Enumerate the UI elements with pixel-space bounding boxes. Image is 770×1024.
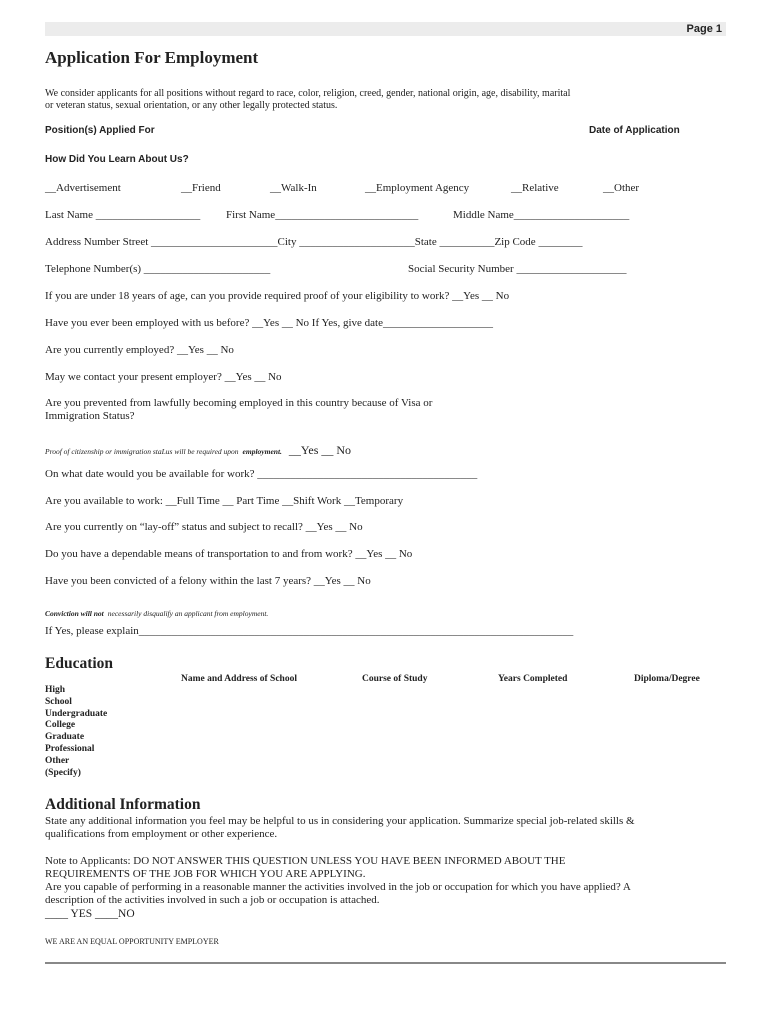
proof-yes-no[interactable]: __Yes __ No	[288, 443, 352, 457]
page-number: Page 1	[686, 23, 722, 35]
education-heading: Education	[45, 655, 114, 672]
transportation-question[interactable]: Do you have a dependable means of transportation to and from work? __Yes __ No	[45, 548, 413, 560]
source-friend[interactable]: __Friend	[181, 182, 221, 194]
education-level-college: College	[45, 720, 76, 731]
proof-note: Proof of citizenship or immigration staLus will be required upon	[45, 447, 239, 456]
page-header-bar	[45, 22, 726, 36]
education-col-course: Course of Study	[362, 674, 428, 684]
learn-about-us-label: How Did You Learn About Us?	[45, 154, 189, 165]
telephone-field[interactable]: Telephone Number(s) _______________________	[45, 263, 271, 275]
education-level-school: School	[45, 696, 72, 707]
first-name-field[interactable]: First Name__________________________	[226, 209, 419, 221]
equal-opportunity-footer: WE ARE AN EQUAL OPPORTUNITY EMPLOYER	[45, 937, 219, 946]
visa-question-line-2: Immigration Status?	[45, 410, 135, 422]
conviction-note	[45, 603, 268, 621]
education-level-undergraduate: Undergraduate	[45, 708, 108, 719]
note-line-2: REQUIREMENTS OF THE JOB FOR WHICH YOU ARE APPLYING.	[45, 868, 366, 880]
currently-employed-question[interactable]: Are you currently employed? __Yes __ No	[45, 344, 234, 356]
middle-name-field[interactable]: Middle Name_____________________	[453, 209, 630, 221]
source-other[interactable]: __Other	[603, 182, 640, 194]
education-level-specify: (Specify)	[45, 767, 81, 778]
education-level-professional: Professional	[45, 743, 95, 754]
education-level-high: High	[45, 685, 66, 695]
proof-note-bold: employment.	[242, 447, 282, 456]
positions-applied-label: Position(s) Applied For	[45, 125, 155, 136]
intro-line-1: We consider applicants for all positions without regard to race, color, religion, creed, gender, national origin, age, disability, marital	[45, 88, 571, 99]
source-walk-in[interactable]: __Walk-In	[270, 182, 317, 194]
contact-employer-question[interactable]: May we contact your present employer? __Yes __ No	[45, 371, 282, 383]
layoff-question[interactable]: Are you currently on “lay-off” status and subject to recall? __Yes __ No	[45, 521, 363, 533]
capability-question-line-1: Are you capable of performing in a reasonable manner the activities involved in the job or occupation for which you have applied? A	[45, 881, 631, 893]
education-col-school: Name and Address of School	[181, 674, 297, 684]
capability-question-line-2: description of the activities involved in such a job or occupation is attached.	[45, 894, 380, 906]
address-row[interactable]: Address Number Street _______________________City _____________________State __________Zip Code ________	[45, 236, 583, 248]
note-line-1: Note to Applicants: DO NOT ANSWER THIS QUESTION UNLESS YOU HAVE BEEN INFORMED ABOUT THE	[45, 855, 566, 867]
available-date-question[interactable]: On what date would you be available for work? ________________________________________	[45, 468, 478, 480]
visa-question-line-1: Are you prevented from lawfully becoming employed in this country because of Visa or	[45, 397, 433, 409]
intro-line-2: or veteran status, sexual orientation, or any other legally protected status.	[45, 100, 338, 111]
explain-field[interactable]: If Yes, please explain_______________________________________________________________________________	[45, 625, 574, 637]
additional-line-1: State any additional information you feel may be helpful to us in considering your application. Summarize special job-related skills &	[45, 815, 635, 827]
felony-question[interactable]: Have you been convicted of a felony within the last 7 years? __Yes __ No	[45, 575, 371, 587]
source-employment-agency[interactable]: __Employment Agency	[365, 182, 470, 194]
last-name-field[interactable]: Last Name ___________________	[45, 209, 201, 221]
employed-before-question[interactable]: Have you ever been employed with us before? __Yes __ No If Yes, give date____________________	[45, 317, 493, 329]
education-levels	[45, 685, 107, 779]
education-col-years: Years Completed	[498, 674, 568, 684]
available-type-question[interactable]: Are you available to work: __Full Time __ Part Time __Shift Work __Temporary	[45, 495, 404, 507]
page-title: Application For Employment	[45, 48, 259, 67]
under-18-question[interactable]: If you are under 18 years of age, can you provide required proof of your eligibility to work? __Yes __ No	[45, 290, 510, 302]
conviction-note-rest: necessarily disqualify an applicant from employment.	[107, 609, 269, 618]
capability-yes-no[interactable]: ____ YES ____NO	[45, 908, 135, 920]
education-level-other: Other	[45, 755, 70, 766]
education-col-diploma: Diploma/Degree	[634, 674, 700, 684]
applicant-note	[45, 855, 631, 907]
date-of-application-label: Date of Application	[589, 125, 680, 136]
education-level-graduate: Graduate	[45, 732, 85, 743]
proof-note-row	[45, 441, 351, 459]
source-relative[interactable]: __Relative	[511, 182, 559, 194]
bottom-divider	[45, 962, 726, 964]
additional-line-2: qualifications from employment or other experience.	[45, 828, 278, 840]
additional-info-text	[45, 815, 635, 841]
source-advertisement[interactable]: __Advertisement	[45, 182, 121, 194]
ssn-field[interactable]: Social Security Number ____________________	[408, 263, 627, 275]
conviction-note-bold: Conviction will not	[45, 609, 104, 618]
additional-info-heading: Additional Information	[45, 796, 201, 813]
